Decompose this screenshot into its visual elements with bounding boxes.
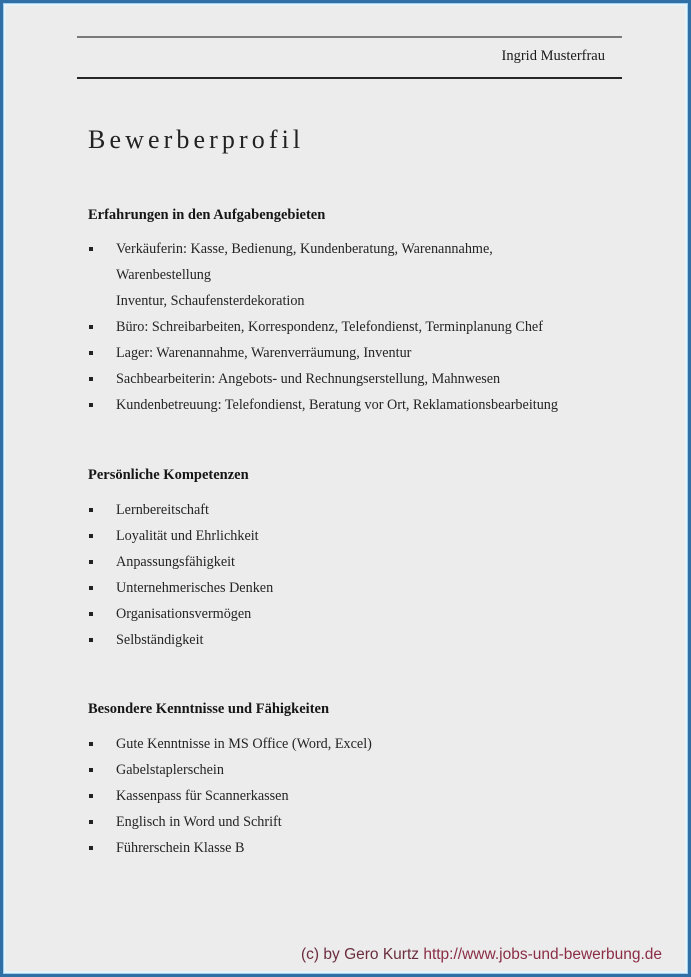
header-bottom-rule — [77, 77, 622, 79]
footer-credit-link[interactable]: http://www.jobs-und-bewerbung.de — [423, 946, 662, 963]
bullet-icon — [89, 612, 93, 616]
section-heading-competences: Persönliche Kompetenzen — [88, 467, 249, 483]
list-item — [88, 340, 558, 366]
list-item-text: Sachbearbeiterin: Angebots- und Rechnungserstellung, Mahnwesen — [116, 371, 501, 387]
list-item — [88, 366, 558, 392]
page-title: Bewerberprofil — [88, 125, 305, 154]
footer-credit — [301, 946, 662, 964]
bullet-icon — [89, 820, 93, 824]
list-item — [88, 575, 273, 601]
bullet-icon — [89, 377, 93, 381]
footer-credit-author: (c) by Gero Kurtz — [301, 946, 424, 963]
list-item — [88, 783, 372, 809]
list-item-text: Unternehmerisches Denken — [116, 580, 274, 596]
list-item — [88, 809, 372, 835]
list-item-text: Gute Kenntnisse in MS Office (Word, Excel) — [116, 736, 372, 752]
list-item-text: Englisch in Word und Schrift — [116, 814, 282, 830]
list-item-text: Lernbereitschaft — [116, 502, 209, 518]
list-item — [88, 549, 273, 575]
bullet-icon — [89, 560, 93, 564]
bullet-icon — [89, 586, 93, 590]
list-item-text: Loyalität und Ehrlichkeit — [116, 528, 259, 544]
header-applicant-name: Ingrid Musterfrau — [501, 48, 605, 64]
list-item — [88, 523, 273, 549]
bullet-icon — [89, 247, 93, 251]
list-item — [88, 314, 558, 340]
list-item — [88, 835, 372, 861]
bullet-icon — [89, 403, 93, 407]
bullet-icon — [89, 742, 93, 746]
bullet-icon — [89, 325, 93, 329]
list-item-text: Führerschein Klasse B — [116, 840, 245, 856]
experience-list — [88, 236, 558, 418]
list-item-text: Warenbestellung — [116, 267, 211, 283]
list-item-text: Verkäuferin: Kasse, Bedienung, Kundenberatung, Warenannahme, — [116, 241, 493, 257]
bullet-icon — [89, 768, 93, 772]
list-item-text: Selbständigkeit — [116, 632, 204, 648]
list-item — [88, 627, 273, 653]
list-item — [88, 236, 558, 314]
bullet-icon — [89, 638, 93, 642]
list-item — [88, 601, 273, 627]
skills-list — [88, 731, 372, 861]
list-item — [88, 392, 558, 418]
competences-list — [88, 497, 273, 653]
section-heading-experience: Erfahrungen in den Aufgabengebieten — [88, 207, 326, 223]
header-top-rule — [77, 36, 622, 38]
list-item-text: Büro: Schreibarbeiten, Korrespondenz, Telefondienst, Terminplanung Chef — [116, 319, 543, 335]
list-item — [88, 731, 372, 757]
list-item-text: Kassenpass für Scannerkassen — [116, 788, 289, 804]
bullet-icon — [89, 794, 93, 798]
bullet-icon — [89, 534, 93, 538]
list-item-text: Inventur, Schaufensterdekoration — [116, 293, 305, 309]
bullet-icon — [89, 351, 93, 355]
list-item — [88, 497, 273, 523]
list-item-text: Lager: Warenannahme, Warenverräumung, Inventur — [116, 345, 412, 361]
bullet-icon — [89, 846, 93, 850]
section-heading-skills: Besondere Kenntnisse und Fähigkeiten — [88, 701, 330, 717]
bullet-icon — [89, 508, 93, 512]
list-item-text: Kundenbetreuung: Telefondienst, Beratung vor Ort, Reklamationsbearbeitung — [116, 397, 558, 413]
list-item-text: Organisationsvermögen — [116, 606, 252, 622]
list-item-text: Anpassungsfähigkeit — [116, 554, 236, 570]
list-item-text: Gabelstaplerschein — [116, 762, 224, 778]
list-item — [88, 757, 372, 783]
